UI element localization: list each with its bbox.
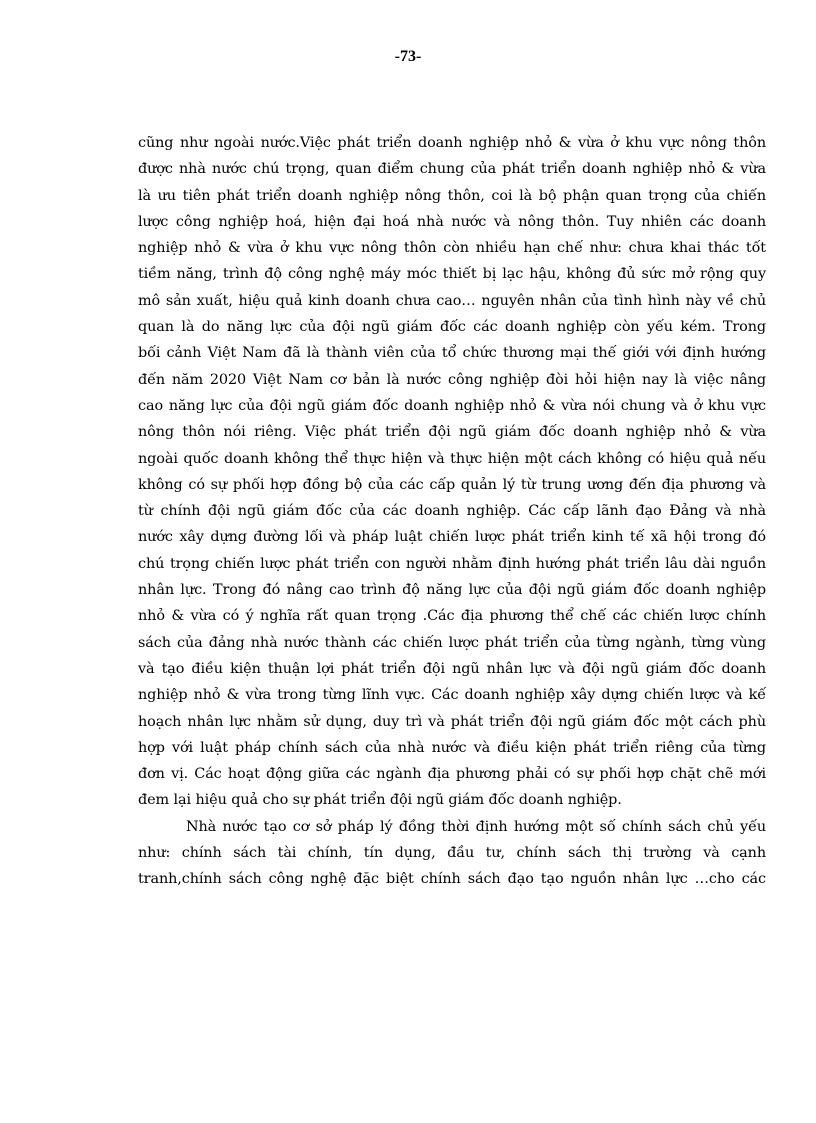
text-line: hoạch nhân lực nhằm sử dụng, duy trì và phát triển đội ngũ giám đốc một cách phù: [138, 713, 766, 730]
page-number: -73-: [394, 48, 422, 65]
body-text: [138, 132, 766, 895]
text-line: nhân lực. Trong đó nâng cao trình độ năng lực của đội ngũ giám đốc doanh nghiệp: [138, 582, 766, 599]
text-line: nông thôn nói riêng. Việc phát triển đội ngũ giám đốc doanh nghiệp nhỏ & vừa: [138, 424, 766, 441]
text-line: và tạo điều kiện thuận lợi phát triển đội ngũ nhân lực và đội ngũ giám đốc doanh: [138, 660, 766, 677]
text-line: đem lại hiệu quả cho sự phát triển đội ngũ giám đốc doanh nghiệp.: [138, 792, 622, 809]
text-line: mô sản xuất, hiệu quả kinh doanh chưa cao… nguyên nhân của tình hình này về chủ: [138, 292, 766, 309]
text-line: nước xây dựng đường lối và pháp luật chiến lược phát triển kinh tế xã hội trong đó: [138, 529, 766, 546]
text-line: tiềm năng, trình độ công nghệ máy móc thiết bị lạc hậu, không đủ sức mở rộng quy: [138, 266, 766, 283]
text-line: quan là do năng lực của đội ngũ giám đốc các doanh nghiệp còn yếu kém. Trong: [138, 319, 766, 336]
text-line: Nhà nước tạo cơ sở pháp lý đồng thời định hướng một số chính sách chủ yếu: [186, 818, 766, 835]
text-line: là ưu tiên phát triển doanh nghiệp nông thôn, coi là bộ phận quan trọng của chiến: [138, 187, 766, 204]
text-line: ngoài quốc doanh không thể thực hiện và thực hiện một cách không có hiệu quả nếu: [138, 450, 766, 467]
text-line: nhỏ & vừa có ý nghĩa rất quan trọng .Các địa phương thể chế các chiến lược chính: [138, 608, 766, 625]
text-line: tranh,chính sách công nghệ đặc biệt chính sách đạo tạo nguồn nhân lực …cho các: [138, 871, 766, 888]
text-line: nghiệp nhỏ & vừa trong từng lĩnh vực. Các doanh nghiệp xây dựng chiến lược và kế: [138, 687, 766, 704]
text-line: được nhà nước chú trọng, quan điểm chung của phát triển doanh nghiệp nhỏ & vừa: [138, 161, 766, 178]
text-line: hợp với luật pháp chính sách của nhà nước và điều kiện phát triển riêng của từng: [138, 739, 766, 756]
text-line: sách của đảng nhà nước thành các chiến lược phát triển của từng ngành, từng vùng: [138, 634, 766, 651]
text-line: bối cảnh Việt Nam đã là thành viên của tổ chức thương mại thế giới với định hướng: [138, 345, 766, 362]
text-line: đơn vị. Các hoạt động giữa các ngành địa phương phải có sự phối hợp chặt chẽ mới: [138, 766, 766, 783]
text-line: như: chính sách tài chính, tín dụng, đầu tư, chính sách thị trường và cạnh: [138, 845, 766, 862]
text-line: đến năm 2020 Việt Nam cơ bản là nước công nghiệp đòi hỏi hiện nay là việc nâng: [138, 371, 766, 388]
text-line: nghiệp nhỏ & vừa ở khu vực nông thôn còn nhiều hạn chế như: chưa khai thác tốt: [138, 240, 766, 257]
text-line: lược công nghiệp hoá, hiện đại hoá nhà nước và nông thôn. Tuy nhiên các doanh: [138, 213, 766, 230]
text-line: cao năng lực của đội ngũ giám đốc doanh nghiệp nhỏ & vừa nói chung và ở khu vực: [138, 397, 766, 414]
text-line: cũng như ngoài nước.Việc phát triển doanh nghiệp nhỏ & vừa ở khu vực nông thôn: [138, 135, 766, 151]
text-line: không có sự phối hợp đồng bộ của các cấp quản lý từ trung ương đến địa phương và: [138, 476, 766, 493]
text-line: chú trọng chiến lược phát triển con người nhằm định hướng phát triển lâu dài nguồn: [138, 555, 766, 572]
text-line: từ chính đội ngũ giám đốc của các doanh nghiệp. Các cấp lãnh đạo Đảng và nhà: [138, 503, 766, 520]
